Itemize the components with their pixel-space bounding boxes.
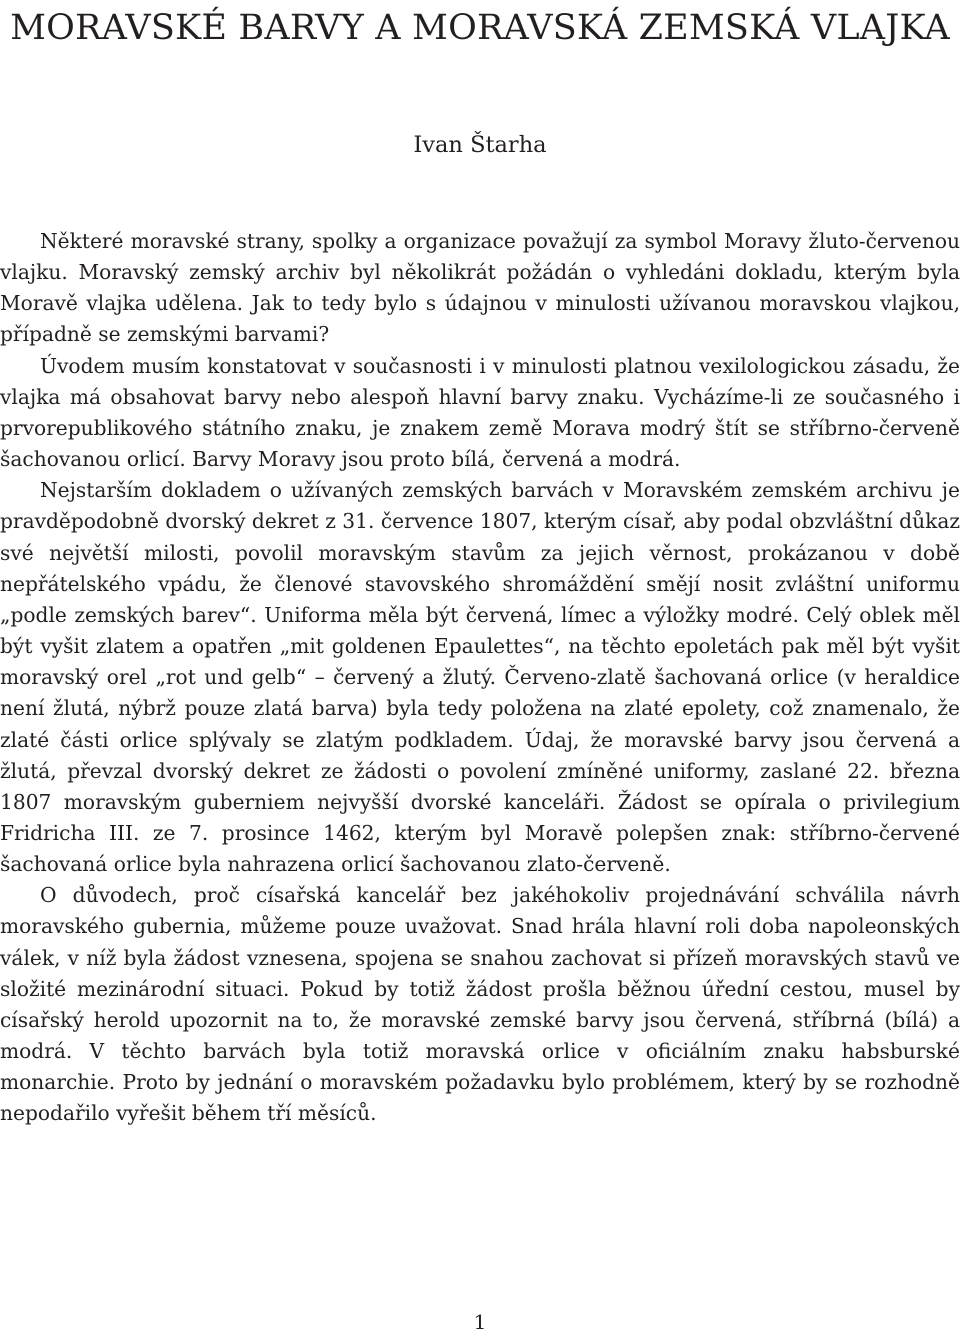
paragraph-2: Úvodem musím konstatovat v současnosti i v minulosti platnou vexilologickou zásadu, že vlajka má obsahovat barvy nebo alespoň hlavní barvy znaku. Vycházíme-li ze současného i prvorepublikového státního znaku, je znakem země Morava modrý štít se stříbrno-červeně šachovanou orlicí. Barvy Moravy jsou proto bílá, červená a modrá.: [0, 353, 960, 472]
paragraph-4: O důvodech, proč císařská kancelář bez jakéhokoliv projednávání schválila návrh moravského gubernia, můžeme pouze uvažovat. Snad hrála hlavní roli doba napoleonských válek, v níž byla žádost vznesena, spojena se snahou zachovat si přízeň moravských stavů ve složité mezinárodní situaci. Pokud by totiž žádost prošla běžnou úřední cestou, musel by císařský herold upozornit na to, že moravské zemské barvy jsou červená, stříbrná (bílá) a modrá. V těchto barvách byla totiž moravská orlice v oficiálním znaku habsburské monarchie. Proto by jednání o moravském požadavku bylo problémem, který by se rozhodně nepodařilo vyřešit během tří měsíců.: [0, 883, 960, 1126]
paragraph-1: Některé moravské strany, spolky a organizace považují za symbol Moravy žluto-červenou vlajku. Moravský zemský archiv byl několikrát požádán o vyhledáni dokladu, kterým byla Moravě vlajka udělena. Jak to tedy bylo s údajnou v minulosti užívanou moravskou vlajkou, případně se zemskými barvami?: [0, 229, 960, 347]
author-name: Ivan Štarha: [413, 132, 547, 158]
paragraph-3: Nejstarším dokladem o užívaných zemských barvách v Moravském zemském archivu je pravděpodobně dvorský dekret z 31. července 1807, kterým císař, aby podal obzvláštní důkaz své největší milosti, povolil moravským stavům za jejich věrnost, prokázanou v době nepřátelského vpádu, že členové stavovského shromáždění smějí nosit zvláštní uniformu „podle zemských barev“. Uniforma měla být červená, límec a výložky modré. Celý oblek měl být vyšit zlatem a opatřen „mit goldenen Epaulettes“, na těchto epoletách pak měl být vyšit moravský orel „rot und gelb“ – červený a žlutý. Červeno-zlatě šachovaná orlice (v heraldice není žlutá, nýbrž pouze zlatá barva) byla tedy položena na zlaté epolety, což znamenalo, že zlaté části orlice splývaly se zlatým podkladem. Údaj, že moravské barvy jsou červená a žlutá, převzal dvorský dekret ze žádosti o povolení zmíněné uniformy, zaslané 22. března 1807 moravským guberniem nejvyšší dvorské kanceláři. Žádost se opírala o privilegium Fridricha III. ze 7. prosince 1462, kterým byl Moravě polepšen znak: stříbrno-červené šachovaná orlice byla nahrazena orlicí šachovanou zlato-červeně.: [0, 478, 960, 877]
body-text: [0, 226, 960, 1130]
page-number: 1: [473, 1310, 487, 1334]
document-title: MORAVSKÉ BARVY A MORAVSKÁ ZEMSKÁ VLAJKA: [10, 8, 950, 48]
